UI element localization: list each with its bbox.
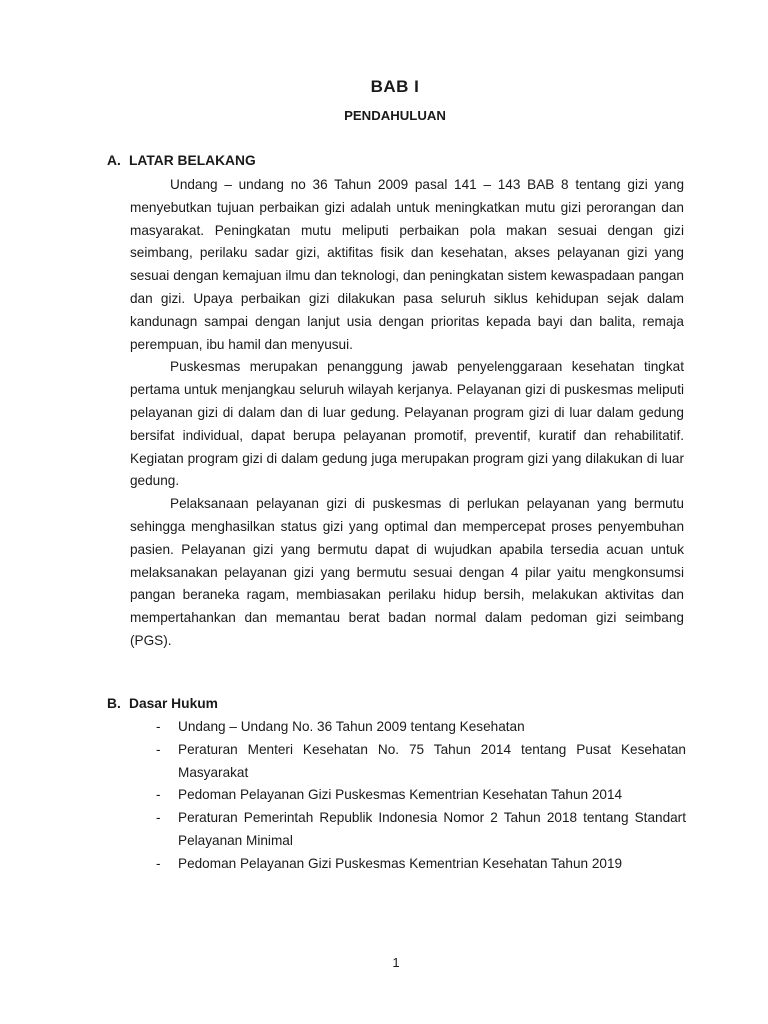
legal-basis-list [130, 716, 686, 876]
chapter-title: BAB I [370, 77, 420, 96]
section-b-heading [107, 696, 218, 711]
list-item-text: Pedoman Pelayanan Gizi Puskesmas Kementrian Kesehatan Tahun 2019 [178, 855, 623, 871]
list-item [130, 853, 686, 876]
section-b-title: Dasar Hukum [129, 696, 218, 711]
dash-bullet: - [156, 810, 161, 826]
list-item-text: Pedoman Pelayanan Gizi Puskesmas Kementrian Kesehatan Tahun 2014 [178, 787, 623, 803]
paragraph: Undang – undang no 36 Tahun 2009 pasal 141 – 143 BAB 8 tentang gizi yang menyebutkan tujuan perbaikan gizi adalah untuk meningkatkan mutu gizi perorangan dan masyarakat. Peningkatan mutu meliputi perbaikan pola makan sesuai dengan gizi seimbang, perilaku sadar gizi, aktifitas fisik dan kesehatan, akses pelayanan gizi yang sesuai dengan kemajuan ilmu dan teknologi, dan peningkatan sistem kewaspadaan pangan dan gizi. Upaya perbaikan gizi dilakukan pasa seluruh siklus kehidupan sejak dalam kandunagn sampai dengan lanjut usia dengan prioritas kepada bayi dan balita, remaja perempuan, ibu hamil dan menyusui. [130, 177, 684, 352]
list-item [130, 807, 686, 853]
dash-bullet: - [156, 855, 161, 871]
section-a-body [130, 174, 684, 653]
chapter-subtitle: PENDAHULUAN [344, 108, 446, 123]
section-a-heading [107, 153, 256, 168]
list-item [130, 716, 686, 739]
list-item-text: Peraturan Menteri Kesehatan No. 75 Tahun 2014 tentang Pusat Kesehatan Masyarakat [178, 741, 686, 780]
section-a-title: LATAR BELAKANG [129, 153, 256, 168]
dash-bullet: - [156, 719, 161, 734]
list-item-text: Undang – Undang No. 36 Tahun 2009 tentang Kesehatan [178, 719, 525, 734]
list-item [130, 784, 686, 807]
list-item-text: Peraturan Pemerintah Republik Indonesia Nomor 2 Tahun 2018 tentang Standart Pelayanan Minimal [178, 810, 686, 848]
dash-bullet: - [156, 787, 161, 803]
list-item [130, 739, 686, 785]
section-b-letter: B. [107, 696, 121, 711]
paragraph: Puskesmas merupakan penanggung jawab penyelenggaraan kesehatan tingkat pertama untuk menjangkau seluruh wilayah kerjanya. Pelayanan gizi di puskesmas meliputi pelayanan gizi di dalam dan di luar gedung. Pelayanan program gizi di luar dalam gedung bersifat individual, dapat berupa pelayanan promotif, preventif, kuratif dan rehabilitatif. Kegiatan program gizi di dalam gedung juga merupakan program gizi yang dilakukan di luar gedung. [130, 359, 684, 489]
page-number: 1 [392, 955, 400, 970]
section-a-letter: A. [107, 153, 121, 168]
dash-bullet: - [156, 741, 161, 757]
paragraph: Pelaksanaan pelayanan gizi di puskesmas di perlukan pelayanan yang bermutu sehingga menghasilkan status gizi yang optimal dan mempercepat proses penyembuhan pasien. Pelayanan gizi yang bermutu dapat di wujudkan apabila tersedia acuan untuk melaksanakan pelayanan gizi yang bermutu sesuai dengan 4 pilar yaitu mengkonsumsi pangan beraneka ragam, membiasakan perilaku hidup bersih, melakukan aktivitas dan mempertahankan dan memantau berat badan normal dalam pedoman gizi seimbang (PGS). [130, 496, 684, 648]
